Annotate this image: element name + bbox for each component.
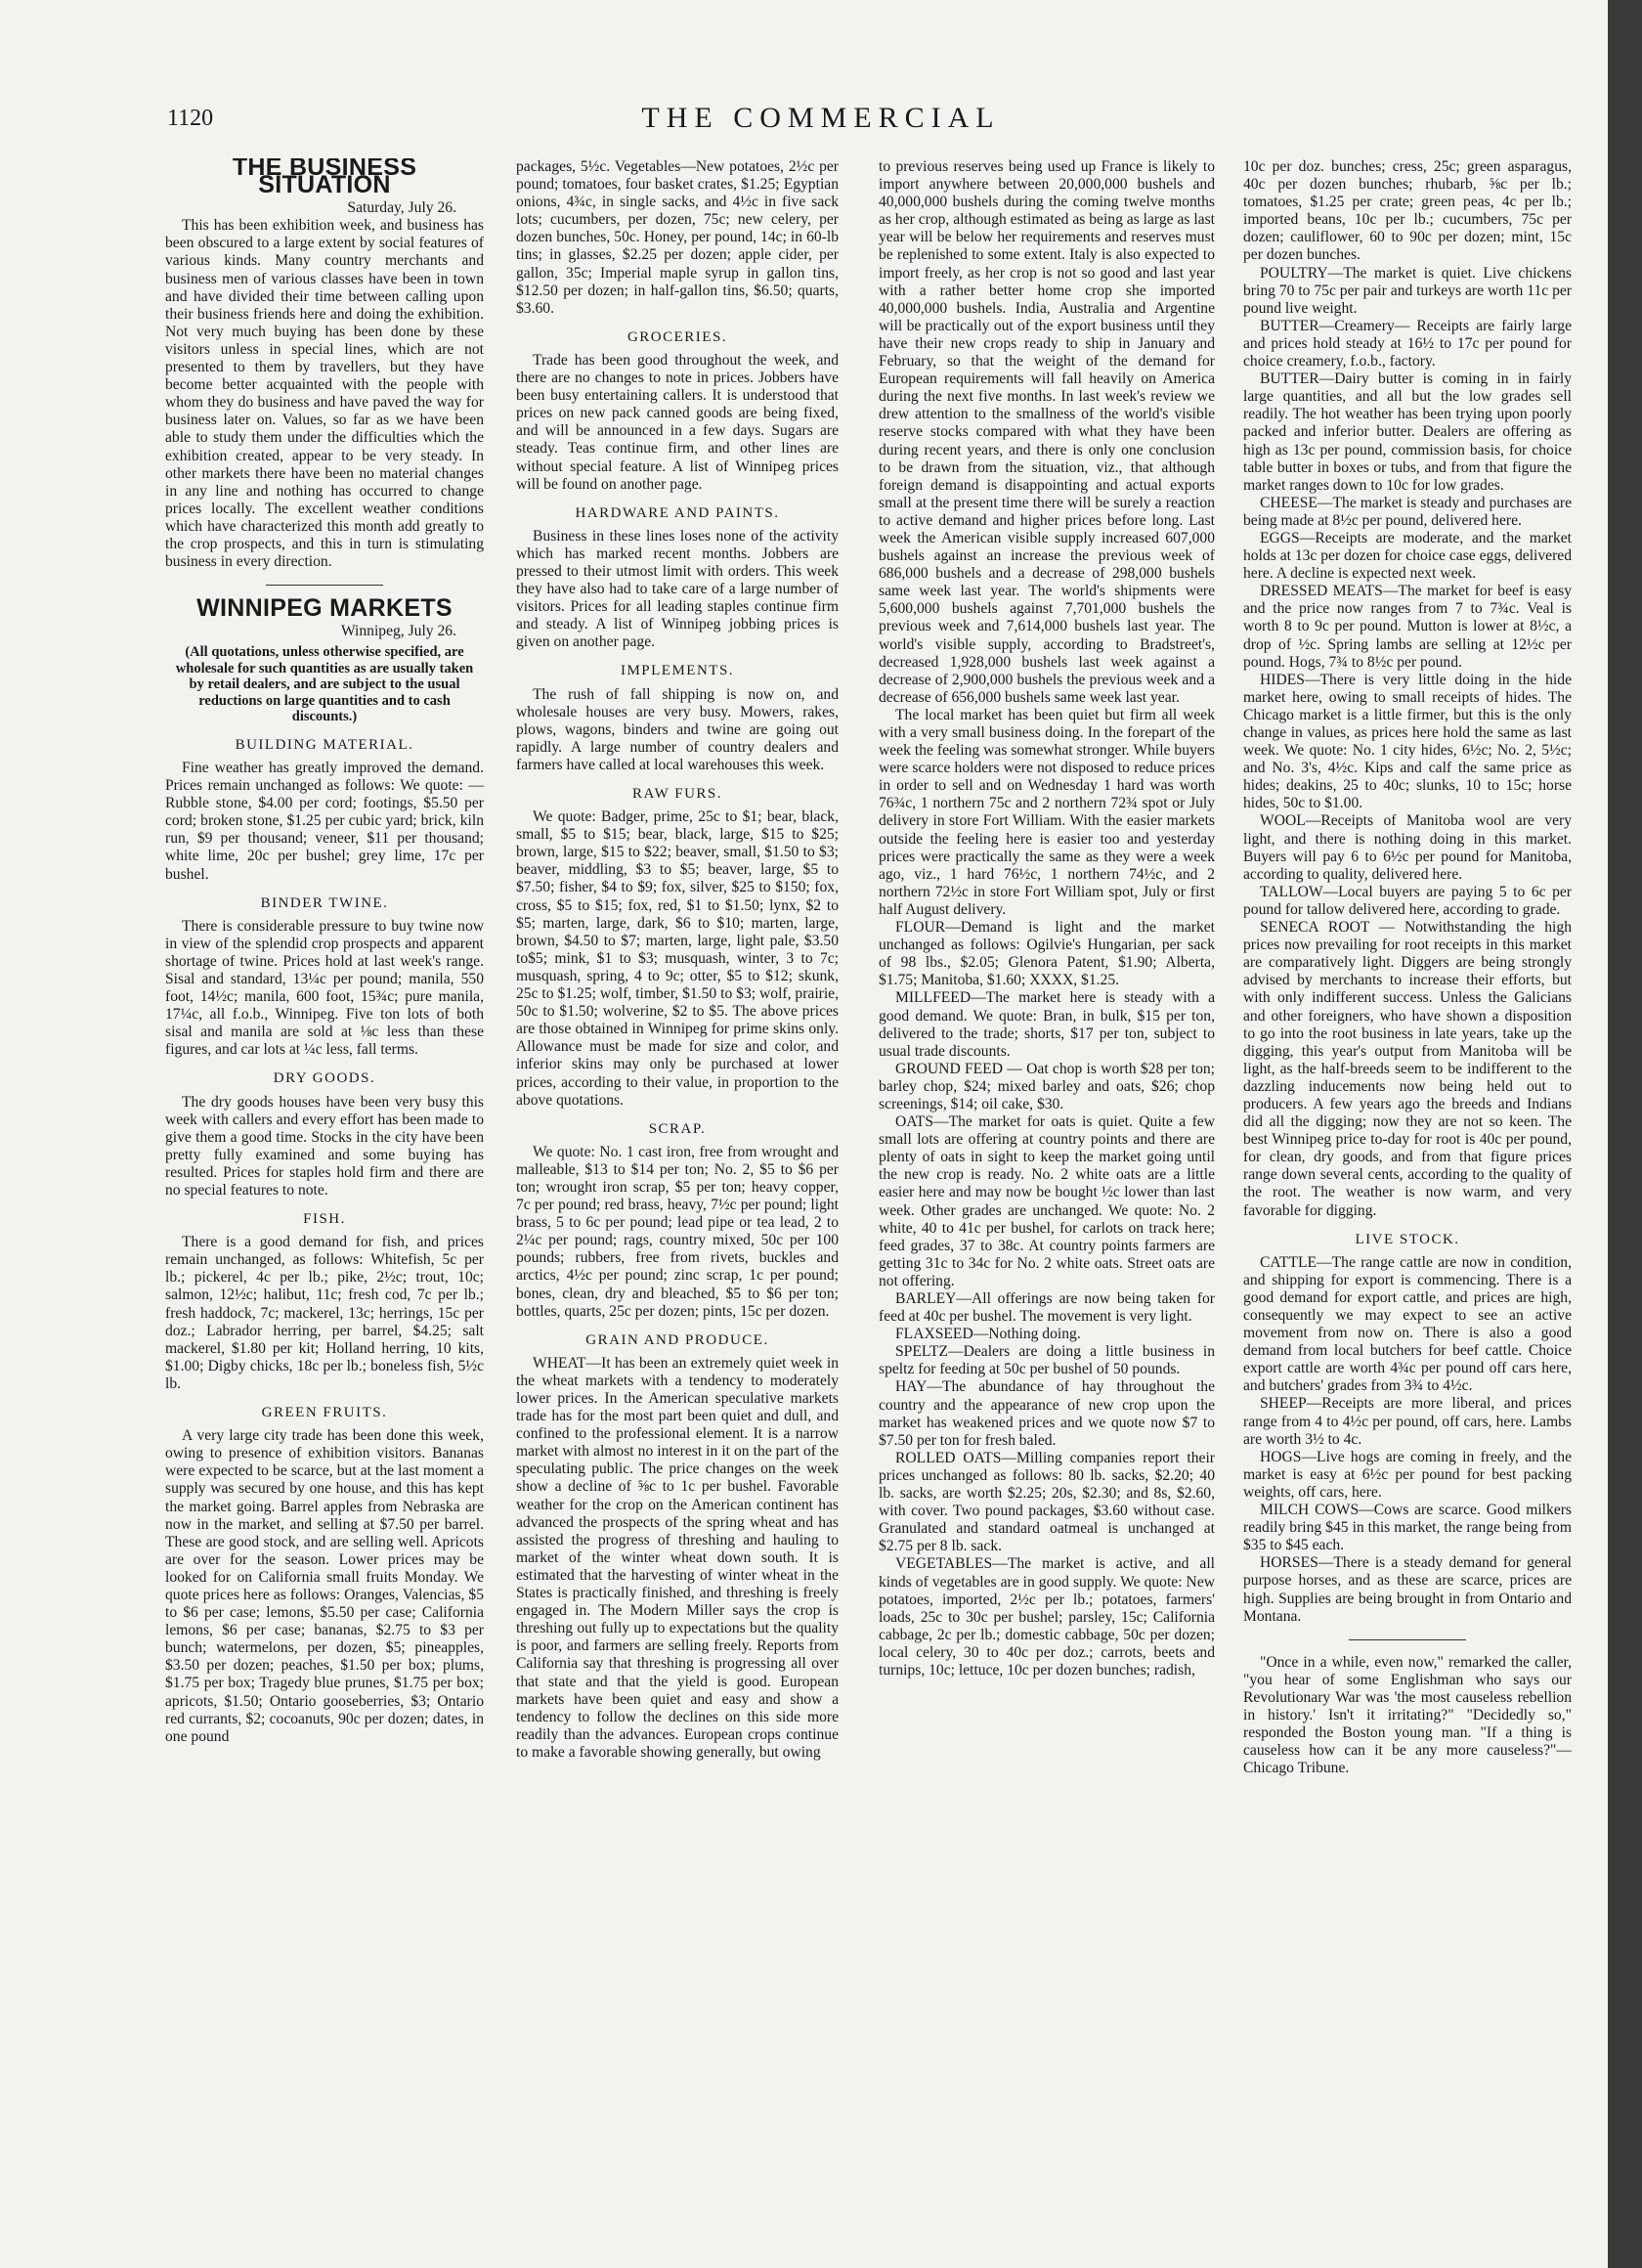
subhead-groceries: GROCERIES.: [627, 328, 728, 345]
dateline: Saturday, July 26.: [347, 199, 456, 217]
subhead-live-stock: LIVE STOCK.: [1355, 1231, 1460, 1247]
divider-rule: [1349, 1639, 1466, 1640]
column-2: [516, 158, 839, 2182]
subhead-dry-goods: DRY GOODS.: [273, 1070, 376, 1087]
article-paragraph: WOOL—Receipts of Manitoba wool are very light, and there is nothing doing in this market. Buyers will pay 6 to 6½c per pound for Manitoba, according to quality, delivered here.: [1243, 812, 1572, 883]
article-paragraph: HAY—The abundance of hay throughout the country and the appearance of new crop upon the market has weakened prices and we quote now $7 to $7.50 per ton for fresh baled.: [879, 1378, 1215, 1449]
article-paragraph: HIDES—There is very little doing in the hide market here, owing to small receipts of hides. The Chicago market is a little firmer, but this is the only change in values, as prices here hold the same as last week. We quote: No. 1 city hides, 6½c; No. 2, 5½c; and No. 3's, 4½c. Kips and calf the same price as hides; deakins, 25 to 40c; slunks, 10 to 15c; horse hides, 50c to $1.00.: [1243, 671, 1572, 812]
article-paragraph: EGGS—Receipts are moderate, and the market holds at 13c per dozen for choice case eggs, delivered here. A decline is expected next week.: [1243, 529, 1572, 583]
article-paragraph: ROLLED OATS—Milling companies report their prices unchanged as follows: 80 lb. sacks, $2.20; 40 lb. sacks, are worth $2.25; 20s, $2.30; and 8s, $2.60, with cover. Two pound packages, $3.60 without case. Granulated and standard oatmeal is unchanged at $2.75 per 8 lb. sack.: [879, 1449, 1215, 1555]
article-paragraph: Fine weather has greatly improved the demand. Prices remain unchanged as follows: We quote: —Rubble stone, $4.00 per cord; footings, $5.50 per cord; broken stone, $1.25 per cubic yard; brick, kiln run, $9 per thousand; veneer, $11 per thousand; white lime, 20c per bushel; grey lime, 17c per bushel.: [165, 759, 484, 883]
article-paragraph: SHEEP—Receipts are more liberal, and prices range from 4 to 4½c per pound, off cars, here. Lambs are worth 3½ to 4c.: [1243, 1395, 1572, 1448]
column-3: [879, 158, 1215, 2182]
article-paragraph: This has been exhibition week, and business has been obscured to a large extent by social features of various kinds. Many country merchants and business men of various classes have been in town and have divided their time between calling upon their business friends here and doing the exhibition. Not very much buying has been done by these visitors unless in special lines, which are not presented to them by travellers, but they have become better acquainted with the people with whom they do business and have paved the way for business later on. Values, so far as we have been able to study them under the difficulties which the exhibition created, appear to be very steady. In other markets there have been no material changes in any line and nothing has occurred to change prices locally. The excellent weather conditions which have characterized this month add greatly to the crop prospects, and this in turn is stimulating business in every direction.: [165, 217, 484, 571]
article-paragraph: POULTRY—The market is quiet. Live chickens bring 70 to 75c per pair and turkeys are worth 11c per pound live weight.: [1243, 264, 1572, 317]
article-paragraph: We quote: Badger, prime, 25c to $1; bear, black, small, $5 to $15; bear, black, large, $15 to $25; brown, large, $15 to $22; beaver, small, $1.50 to $3; beaver, middling, $3 to $5; beaver, large, $5 to $7.50; fisher, $4 to $9; fox, silver, $25 to $150; fox, cross, $5 to $15; fox, red, $1 to $1.50; lynx, $2 to $5; marten, large, dark, $6 to $10; marten, large, brown, $4.50 to $7; marten, large, light pale, $3.50 to$5; mink, $1 to $3; musquash, winter, 3 to 7c; musquash, spring, 4 to 9c; otter, $5 to $12; skunk, 25c to $1.25; wolf, timber, $1.50 to $3; wolf, prairie, 50c to $1.50; wolverine, $2 to $5. The above prices are those obtained in Winnipeg for prime skins only. Allowance must be made for size and color, and inferior skins may only be purchased at lower prices, according to their value, in proportion to the above quotations.: [516, 808, 839, 1109]
subhead-green-fruits: GREEN FRUITS.: [261, 1405, 388, 1421]
article-paragraph: FLAXSEED—Nothing doing.: [895, 1326, 1081, 1343]
page-number: 1120: [167, 106, 214, 131]
subhead-hardware: HARDWARE AND PAINTS.: [575, 504, 780, 521]
article-paragraph: to previous reserves being used up France is likely to import anywhere between 20,000,000 bushels and 40,000,000 bushels during the coming twelve months as her crop, although estimated as being as large as last year will be below her requirements and reserves must be replenished to some extent. Italy is also expected to import freely, as her crop is not so good and last year with a rather better home crop she imported 40,000,000 bushels. India, Australia and Argentine will be practically out of the export business until they have their new crops ready to ship in January and February, so that the weight of the demand for European requirements will fall heavily on America during the next five months. In last week's review we drew attention to the smallness of the world's visible reserve stocks compared with what they have been during recent years, and there is only one conclusion to be drawn from the situation, viz., that although foreign demand is disappointing and actual exports small at the present time there will be surely a reaction to active demand and higher prices before long. Last week the American visible supply increased 607,000 bushels against an increase the previous week of 686,000 bushels and a decrease of 298,000 bushels same week last year. The world's shipments were 5,600,000 bushels against 7,701,000 bushels the previous week and 7,614,000 bushels last year. The world's visible supply, according to Bradstreet's, decreased 1,928,000 bushels last week against a decrease of 2,900,000 bushels the previous week and a decrease of 656,000 bushels same week last year.: [879, 158, 1215, 706]
article-paragraph: GROUND FEED — Oat chop is worth $28 per ton; barley chop, $24; mixed barley and oats, $26; chop screenings, $14; oil cake, $30.: [879, 1060, 1215, 1112]
article-paragraph: MILCH COWS—Cows are scarce. Good milkers readily bring $45 in this market, the range being from $35 to $45 each.: [1243, 1502, 1572, 1554]
subhead-binder-twine: BINDER TWINE.: [260, 894, 389, 911]
article-paragraph: A very large city trade has been done this week, owing to presence of exhibition visitors. Bananas were expected to be scarce, but at the last moment a supply was secured by one house, and this has kept the market going. Barrel apples from Nebraska are now in the market, and selling at $7.50 per barrel. These are good stock, and are selling well. Apricots are over for the season. Lower prices may be looked for on California small fruits Monday. We quote prices here as follows: Oranges, Valencias, $5 to $6 per case; lemons, $5.50 per case; California lemons, $6 per case; bananas, $2.75 to $3 per bunch; watermelons, per dozen, $5; pineapples, $3.50 per dozen; peaches, $1.50 per box; plums, $1.75 per box; Tragedy blue prunes, $1.75 per box; apricots, $1.50; Ontario gooseberries, $3; Ontario red currants, $2; cocoanuts, 90c per dozen; dates, in one pound: [165, 1427, 484, 1745]
article-paragraph: SENECA ROOT — Notwithstanding the high prices now prevailing for root receipts in this market are comparatively light. Diggers are being strongly advised by merchants to increase their efforts, but with only indifferent success. Unless the Galicians and other foreigners, who have shown a disposition to go into the root business in late years, take up the digging, this year's output from Manitoba will be light, as the half-breeds seem to be indifferent to the dazzling inducements now being held out to producers. A few years ago the breeds and Indians did all the digging; now they are not so keen. The best Winnipeg price to-day for root is 40c per pound, for clean, dry goods, and from that figure prices range down several cents, according to the quality of the root. The weather is now warm, and very favorable for digging.: [1243, 919, 1572, 1219]
article-paragraph: DRESSED MEATS—The market for beef is easy and the price now ranges from 7 to 7¾c. Veal is worth 8 to 9c per pound. Mutton is lower at 8½c, a drop of ½c. Spring lambs are selling at 12½c per pound. Hogs, 7¾ to 8½c per pound.: [1243, 583, 1572, 671]
column-1: [165, 158, 484, 2182]
article-paragraph: There is considerable pressure to buy twine now in view of the splendid crop prospects and apparent shortage of twine. Prices hold at last week's range. Sisal and standard, 13¼c per pound; manila, 550 foot, 14½c; manila, 600 foot, 15¾c; pure manila, 17¼c, all f.o.b., Winnipeg. Five ton lots of both sisal and manila are sold at ⅛c less than these figures, and car lots at ¼c less, fall terms.: [165, 917, 484, 1059]
subhead-scrap: SCRAP.: [648, 1120, 707, 1137]
subhead-grain: GRAIN AND PRODUCE.: [585, 1331, 769, 1348]
article-paragraph: Trade has been good throughout the week, and there are no changes to note in prices. Jobbers have been busy entertaining callers. It is understood that prices on new pack canned goods are being fixed, and will be announced in a few days. Sugars are steady. Teas continue firm, and other lines are without special feature. A list of Winnipeg prices will be found on another page.: [516, 351, 839, 493]
subhead-implements: IMPLEMENTS.: [620, 663, 735, 679]
article-paragraph: BARLEY—All offerings are now being taken for feed at 40c per bushel. The movement is very light.: [879, 1290, 1215, 1326]
article-paragraph: The rush of fall shipping is now on, and wholesale houses are very busy. Mowers, rakes, plows, wagons, binders and twine are going out rapidly. A large number of country dealers and farmers have called at local warehouses this week.: [516, 685, 839, 773]
article-paragraph: BUTTER—Dairy butter is coming in in fairly large quantities, and all but the low grades sell readily. The hot weather has been trying upon poorly packed and inferior butter. Dealers are offering as high as 13c per pound, commission basis, for choice table butter in boxes or tubs, and from that figure the market ranges down to 10c for low grades.: [1243, 371, 1572, 494]
article-paragraph: FLOUR—Demand is light and the market unchanged as follows: Ogilvie's Hungarian, per sack of 98 lbs., $2.05; Glenora Patent, $1.90; Alberta, $1.75; Manitoba, $1.60; XXXX, $1.25.: [879, 919, 1215, 989]
article-paragraph: CATTLE—The range cattle are now in condition, and shipping for export is commencing. There is a good demand for export cattle, and prices are high, consequently we may expect to see an active movement from now on. There is also a good demand from local butchers for beef cattle. Choice export cattle are worth 4¾c per pound off cars here, and butchers' grades from 3¾ to 4½c.: [1243, 1253, 1572, 1395]
page-edge-shadow: [1608, 0, 1642, 2268]
article-paragraph: WHEAT—It has been an extremely quiet week in the wheat markets with a tendency to moderately lower prices. In the American speculative markets trade has for the most part been quiet and dull, and confined to the professional element. It is a narrow market with almost no interest in it on the part of the speculating public. The price changes on the week show a decline of ⅝c to 1c per bushel. Favorable weather for the crop on the American continent has advanced the prospects of the spring wheat and has assisted the progress of threshing and hauling to market of the winter wheat down south. It is estimated that the harvesting of winter wheat in the States is practically finished, and threshing is freely engaged in. The Modern Miller says the crop is threshing out fully up to expectations but the quality is poor, and farmers are selling freely. Reports from California say that threshing is progressing all over that state and that the yield is good. European markets have been quiet and easy and show a tendency to follow the declines on this side more readily than the advances. European crops continue to make a favorable showing generally, but owing: [516, 1354, 839, 1761]
article-paragraph: HOGS—Live hogs are coming in freely, and the market is easy at 6½c per pound for best packing weights, off cars, here.: [1243, 1448, 1572, 1501]
article-paragraph: OATS—The market for oats is quiet. Quite a few small lots are offering at country points and there are plenty of oats in sight to keep the market going until the new crop is ready. No. 2 white oats are a little easier here and may now be bought ½c lower than last week. Other grades are unchanged. We quote: No. 2 white, 40 to 41c per bushel, for carlots on track here; feed grades, 37 to 38c. At country points farmers are getting 31c to 34c for No. 2 white oats. Street oats are not offering.: [879, 1113, 1215, 1289]
article-paragraph: Business in these lines loses none of the activity which has marked recent months. Jobbers are pressed to their utmost limit with orders. This week they have also had to take care of a large number of visitors. Prices for all leading staples continue firm and steady. A list of Winnipeg jobbing prices is given on another page.: [516, 527, 839, 651]
subhead-raw-furs: RAW FURS.: [631, 786, 723, 802]
subhead-fish: FISH.: [303, 1211, 346, 1228]
article-paragraph: The local market has been quiet but firm all week with a very small business doing. In the forepart of the week the feeling was somewhat stronger. While buyers were scarce holders were not disposed to reduce prices in order to sell and on Wednesday 1 hard was worth 76¾c, 1 northern 75c and 2 northern 72¾ spot or July delivery in store Fort William. With the easier markets outside the feeling here is easier too and yesterday prices were practically the same as they were a week ago, viz., 1 hard 76½c, 1 northern 74½c, and 2 northern 72½c in store Fort William spot, July or first half August delivery.: [879, 706, 1215, 918]
dateline: Winnipeg, July 26.: [340, 623, 456, 640]
quotation-note: (All quotations, unless otherwise specified, are wholesale for such quantities as are usually taken by retail dealers, and are subject to the usual reductions on large quantities and to cash discounts.): [175, 644, 474, 725]
section-title-business-situation: THE BUSINESS SITUATION: [232, 158, 417, 199]
article-paragraph: HORSES—There is a steady demand for general purpose horses, and as these are scarce, prices are high. Supplies are being brought in from Ontario and Montana.: [1243, 1554, 1572, 1625]
article-paragraph: BUTTER—Creamery— Receipts are fairly large and prices hold steady at 16½ to 17c per pound for choice creamery, f.o.b., factory.: [1243, 317, 1572, 371]
article-paragraph: 10c per doz. bunches; cress, 25c; green asparagus, 40c per dozen bunches; rhubarb, ⅝c per lb.; tomatoes, $1.25 per crate; green peas, 4c per lb.; imported beans, 10c per lb.; cucumbers, 75c per dozen; cauliflower, 60 to 90c per dozen; mint, 15c per dozen bunches.: [1243, 158, 1572, 264]
article-paragraph: VEGETABLES—The market is active, and all kinds of vegetables are in good supply. We quote: New potatoes, imported, 2½c per lb.; potatoes, farmers' loads, 25c to 30c per bushel; parsley, 15c; California cabbage, 2c per lb.; domestic cabbage, 50c per dozen; local celery, 30 to 40c per doz.; carrots, beets and turnips, 10c; lettuce, 10c per dozen bunches; radish,: [879, 1555, 1215, 1679]
divider-rule: [266, 585, 383, 586]
article-paragraph: CHEESE—The market is steady and purchases are being made at 8½c per pound, delivered here.: [1243, 494, 1572, 529]
article-paragraph: There is a good demand for fish, and prices remain unchanged, as follows: Whitefish, 5c per lb.; pickerel, 4c per lb.; pike, 2½c; trout, 10c; salmon, 12½c; halibut, 11c; fresh cod, 7c per lb.; fresh haddock, 7c; mackerel, 13c; herrings, 15c per doz.; Labrador herring, per barrel, $4.25; salt mackerel, $1.80 per kit; Holland herring, 10 kits, $1.00; Digby chicks, 18c per lb.; boneless fish, 5½c lb.: [165, 1234, 484, 1392]
masthead: THE COMMERCIAL: [641, 102, 1001, 134]
article-paragraph: We quote: No. 1 cast iron, free from wrought and malleable, $13 to $14 per ton; No. 2, $5 to $6 per ton; wrought iron scrap, $5 per ton; heavy copper, 7c per pound; red brass, heavy, 7½c per pound; light brass, 5 to 6c per pound; lead pipe or tea lead, 2 to 2¼c per pound; rags, country mixed, 50c per 100 pounds; rubbers, free from rivets, buckles and arctics, 4½c per pound; zinc scrap, 1c per pound; bones, clean, dry and bleached, $5 to $6 per ton; bottles, quarts, 25c per dozen; pints, 15c per dozen.: [516, 1143, 839, 1320]
article-paragraph: packages, 5½c. Vegetables—New potatoes, 2½c per pound; tomatoes, four basket crates, $1.25; Egyptian onions, 4¾c, in single sacks, and 4½c in five sack lots; cucumbers, per dozen, 75c; new celery, per dozen bunches, 50c. Honey, per pound, 14c; in 60-lb tins; in glasses, $2.25 per dozen; apple cider, per gallon, 35c; Imperial maple syrup in gallon tins, $12.50 per dozen; in half-gallon tins, $6.50; quarts, $3.60.: [516, 158, 839, 317]
article-paragraph: TALLOW—Local buyers are paying 5 to 6c per pound for tallow delivered here, according to grade.: [1243, 883, 1572, 918]
article-paragraph: The dry goods houses have been very busy this week with callers and every effort has been made to give them a good time. Stocks in the city have been pretty fully examined and some buying has resulted. Prices for staples hold firm and there are no special features to note.: [165, 1093, 484, 1199]
column-4: [1243, 158, 1572, 2182]
subhead-building-material: BUILDING MATERIAL.: [235, 736, 414, 753]
section-title-winnipeg-markets: WINNIPEG MARKETS: [196, 594, 453, 623]
article-paragraph: MILLFEED—The market here is steady with a good demand. We quote: Bran, in bulk, $15 per ton, delivered to the trade; shorts, $17 per ton, subject to usual trade discounts.: [879, 989, 1215, 1060]
article-paragraph: SPELTZ—Dealers are doing a little business in speltz for feeding at 50c per bushel of 50 pounds.: [879, 1343, 1215, 1378]
article-paragraph: "Once in a while, even now," remarked the caller, "you hear of some Englishman who says our Revolutionary War was 'the most causeless rebellion in history.' Isn't it irritating?" "Decidedly so," responded the Boston young man. "If a thing is causeless how can it be any more causeless?"—Chicago Tribune.: [1243, 1653, 1572, 1777]
